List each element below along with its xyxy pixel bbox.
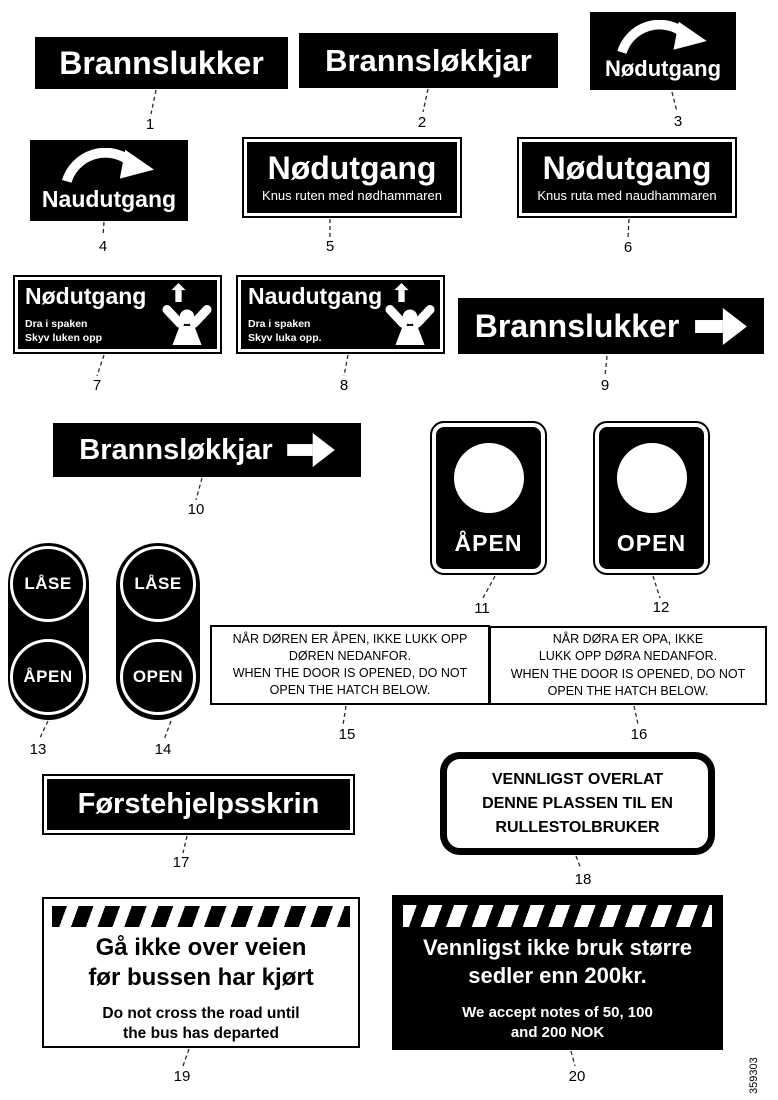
sign-first-aid-kit bbox=[42, 774, 355, 835]
sign-lase-open bbox=[116, 543, 200, 720]
leader-line bbox=[151, 90, 156, 114]
white-circle-icon bbox=[454, 443, 524, 513]
leader-line bbox=[344, 355, 348, 376]
sign-instruction-2: Skyv luka opp. bbox=[248, 332, 322, 344]
sign-nodutgang-arrow bbox=[590, 12, 736, 90]
sign-instruction-1: Dra i spaken bbox=[25, 318, 88, 330]
sign-label: Brannslukker bbox=[59, 44, 264, 81]
sign-nodutgang-hammer bbox=[242, 137, 462, 218]
norwegian-line: Gå ikke over veien bbox=[95, 934, 307, 961]
sign-nodutgang-hatch bbox=[13, 275, 222, 354]
sign-wheelchair-priority bbox=[440, 752, 715, 855]
callout-3: 3 bbox=[673, 113, 683, 130]
priority-line: VENNLIGST OVERLAT bbox=[491, 770, 664, 788]
leader-line bbox=[164, 721, 171, 740]
leader-line bbox=[634, 706, 638, 724]
callout-12: 12 bbox=[652, 599, 670, 616]
callout-1: 1 bbox=[145, 116, 155, 133]
english-line: Do not cross the road until bbox=[102, 1005, 300, 1022]
sign-label: Brannsløkkjar bbox=[79, 433, 273, 466]
warning-line: LUKK OPP DØRA NEDANFOR. bbox=[538, 649, 718, 664]
sign-subtitle: Knus ruten med nødhammaren bbox=[262, 188, 442, 203]
sign-brannslukker bbox=[35, 37, 288, 89]
part-number: 359303 bbox=[748, 1057, 760, 1094]
warning-line: OPEN THE HATCH BELOW. bbox=[269, 683, 431, 698]
sign-title: Naudutgang bbox=[248, 283, 383, 309]
sign-instruction-1: Dra i spaken bbox=[248, 318, 311, 330]
sign-apen-valve bbox=[430, 421, 547, 575]
sign-instruction-2: Skyv luken opp bbox=[25, 332, 103, 344]
callout-19: 19 bbox=[173, 1068, 191, 1085]
sign-label: Brannsløkkjar bbox=[325, 42, 532, 78]
priority-line: DENNE PLASSEN TIL EN bbox=[482, 794, 673, 812]
callout-6: 6 bbox=[623, 239, 633, 256]
hazard-stripes bbox=[403, 905, 712, 927]
sign-naudutgang-hatch bbox=[236, 275, 445, 354]
norwegian-line: Vennligst ikke bruk større bbox=[423, 935, 692, 960]
up-arrow-icon bbox=[394, 283, 409, 302]
leader-line bbox=[196, 478, 202, 500]
sign-label: LÅSE bbox=[134, 574, 182, 593]
sign-title: Nødutgang bbox=[267, 150, 437, 186]
leader-line bbox=[183, 836, 187, 853]
open-position-circle bbox=[10, 639, 86, 715]
leader-line bbox=[571, 1051, 575, 1066]
sign-lase-apen bbox=[8, 543, 89, 720]
norwegian-line: sedler enn 200kr. bbox=[468, 962, 647, 988]
leader-line bbox=[576, 856, 581, 869]
english-line: the bus has departed bbox=[123, 1025, 279, 1043]
sign-banknotes bbox=[392, 895, 723, 1050]
sign-brannslokkjar-direction bbox=[53, 423, 361, 477]
sign-label: ÅPEN bbox=[23, 667, 73, 686]
sign-label: Naudutgang bbox=[41, 186, 177, 212]
callout-15: 15 bbox=[338, 726, 356, 743]
callout-7: 7 bbox=[92, 377, 102, 394]
leader-line bbox=[483, 576, 495, 598]
warning-line: OPEN THE HATCH BELOW. bbox=[547, 683, 709, 698]
callout-20: 20 bbox=[568, 1068, 586, 1085]
lock-position-circle bbox=[120, 546, 196, 622]
leader-line bbox=[97, 355, 104, 376]
white-circle-icon bbox=[617, 443, 687, 513]
callout-8: 8 bbox=[339, 377, 349, 394]
curved-arrow-right-icon bbox=[57, 148, 161, 184]
priority-line: RULLESTOLBRUKER bbox=[495, 818, 660, 836]
callout-14: 14 bbox=[154, 741, 172, 758]
sign-open-valve bbox=[593, 421, 710, 575]
callout-18: 18 bbox=[574, 871, 592, 888]
sign-brannslokkjar bbox=[299, 33, 558, 88]
callout-4: 4 bbox=[98, 238, 108, 255]
leader-line bbox=[39, 721, 48, 740]
open-position-circle bbox=[120, 639, 196, 715]
lock-position-circle bbox=[10, 546, 86, 622]
callout-9: 9 bbox=[600, 377, 610, 394]
warning-line: WHEN THE DOOR IS OPENED, DO NOT bbox=[510, 666, 746, 681]
callout-5: 5 bbox=[325, 238, 335, 255]
sign-title: Nødutgang bbox=[25, 283, 147, 309]
warning-line: NÅR DØREN ER ÅPEN, IKKE LUKK OPP bbox=[232, 631, 468, 646]
callout-13: 13 bbox=[29, 741, 47, 758]
callout-17: 17 bbox=[172, 854, 190, 871]
sign-nodutgang-hammer-nynorsk bbox=[517, 137, 737, 218]
callout-11: 11 bbox=[474, 600, 490, 617]
norwegian-line: før bussen har kjørt bbox=[88, 964, 314, 991]
leader-line bbox=[605, 356, 607, 376]
sign-title: Nødutgang bbox=[542, 150, 712, 186]
sign-label: OPEN bbox=[616, 530, 687, 556]
callout-16: 16 bbox=[630, 726, 648, 743]
warning-line: NÅR DØRA ER OPA, IKKE bbox=[552, 632, 704, 646]
warning-line: DØREN NEDANFOR. bbox=[288, 648, 412, 663]
leader-line bbox=[672, 92, 677, 112]
leader-line bbox=[183, 1049, 189, 1066]
sign-do-not-cross bbox=[42, 897, 360, 1048]
callout-10: 10 bbox=[187, 501, 205, 518]
sign-label: LÅSE bbox=[24, 574, 72, 593]
person-push-hatch-icon bbox=[384, 305, 436, 345]
right-arrow-icon bbox=[287, 433, 335, 467]
sign-brannslukker-direction bbox=[458, 298, 764, 354]
sign-door-hatch-warning bbox=[210, 625, 490, 705]
english-line: We accept notes of 50, 100 bbox=[462, 1004, 653, 1021]
curved-arrow-right-icon bbox=[615, 20, 711, 55]
leader-line bbox=[653, 576, 660, 598]
sign-label: ÅPEN bbox=[454, 530, 523, 556]
hazard-stripes bbox=[52, 906, 350, 927]
sign-label: Førstehjelpsskrin bbox=[77, 788, 320, 820]
english-line: and 200 NOK bbox=[510, 1023, 605, 1041]
leader-line bbox=[423, 89, 428, 112]
right-arrow-icon bbox=[695, 308, 747, 345]
leader-line bbox=[343, 706, 346, 725]
person-push-hatch-icon bbox=[161, 305, 213, 345]
warning-line: WHEN THE DOOR IS OPENED, DO NOT bbox=[232, 666, 468, 680]
sign-subtitle: Knus ruta med naudhammaren bbox=[537, 188, 717, 203]
sign-door-hatch-warning-nynorsk bbox=[489, 626, 767, 705]
sign-label: OPEN bbox=[132, 667, 184, 686]
sign-label: Brannslukker bbox=[474, 307, 680, 344]
up-arrow-icon bbox=[171, 283, 186, 302]
sign-label: Nødutgang bbox=[604, 56, 722, 81]
callout-2: 2 bbox=[417, 114, 427, 131]
leader-line bbox=[103, 222, 104, 236]
sign-naudutgang-arrow bbox=[30, 140, 188, 221]
leader-line bbox=[628, 219, 629, 238]
